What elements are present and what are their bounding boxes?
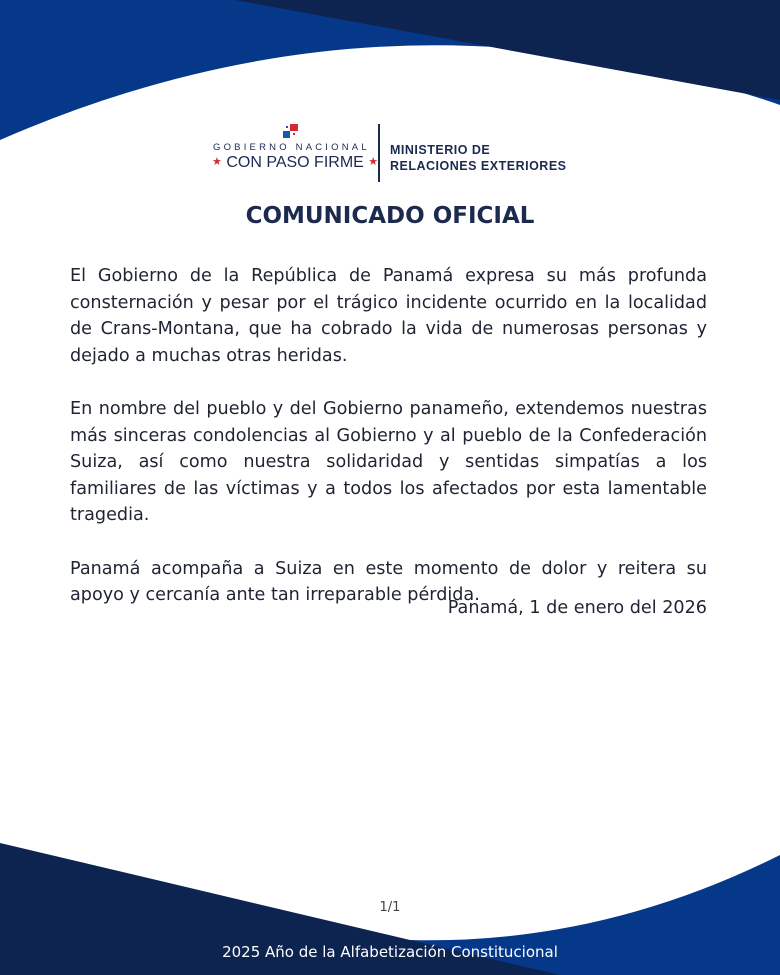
gov-line-1: GOBIERNO NACIONAL <box>213 142 370 153</box>
document-title: COMUNICADO OFICIAL <box>245 203 535 229</box>
gov-slogan: CON PASO FIRME <box>226 154 364 171</box>
date-line: Panamá, 1 de enero del 2026 <box>447 598 707 618</box>
ministry-name <box>390 142 567 174</box>
logo-divider <box>378 124 380 182</box>
gov-line-2 <box>212 154 378 172</box>
page-number: 1/1 <box>379 900 401 915</box>
ministry-line-1: MINISTERIO DE <box>390 143 491 157</box>
star-icon: ★ <box>212 156 222 168</box>
footer-motto: 2025 Año de la Alfabetización Constitucional <box>222 943 558 961</box>
paragraph: El Gobierno de la República de Panamá expresa su más profunda consternación y pesar por el trágico incidente ocurrido en la localidad de Crans-Montana, que ha cobrado la vida de numerosas personas y dejado a muchas otras heridas. <box>70 266 707 366</box>
ministry-line-2: RELACIONES EXTERIORES <box>390 159 567 173</box>
paragraph: En nombre del pueblo y del Gobierno panameño, extendemos nuestras más sinceras condolencias al Gobierno y al pueblo de la Confederación Suiza, así como nuestra solidaridad y sentidas simpatías a los familiares de las víctimas y a todos los afectados por esta lamentable tragedia. <box>70 399 707 525</box>
star-icon: ★ <box>368 156 379 168</box>
document-body <box>70 263 707 636</box>
paragraph: Panamá acompaña a Suiza en este momento de dolor y reitera su apoyo y cercanía ante tan irreparable pérdida. <box>70 558 707 605</box>
panama-flag-icon <box>282 124 302 138</box>
header-logo <box>210 122 580 184</box>
